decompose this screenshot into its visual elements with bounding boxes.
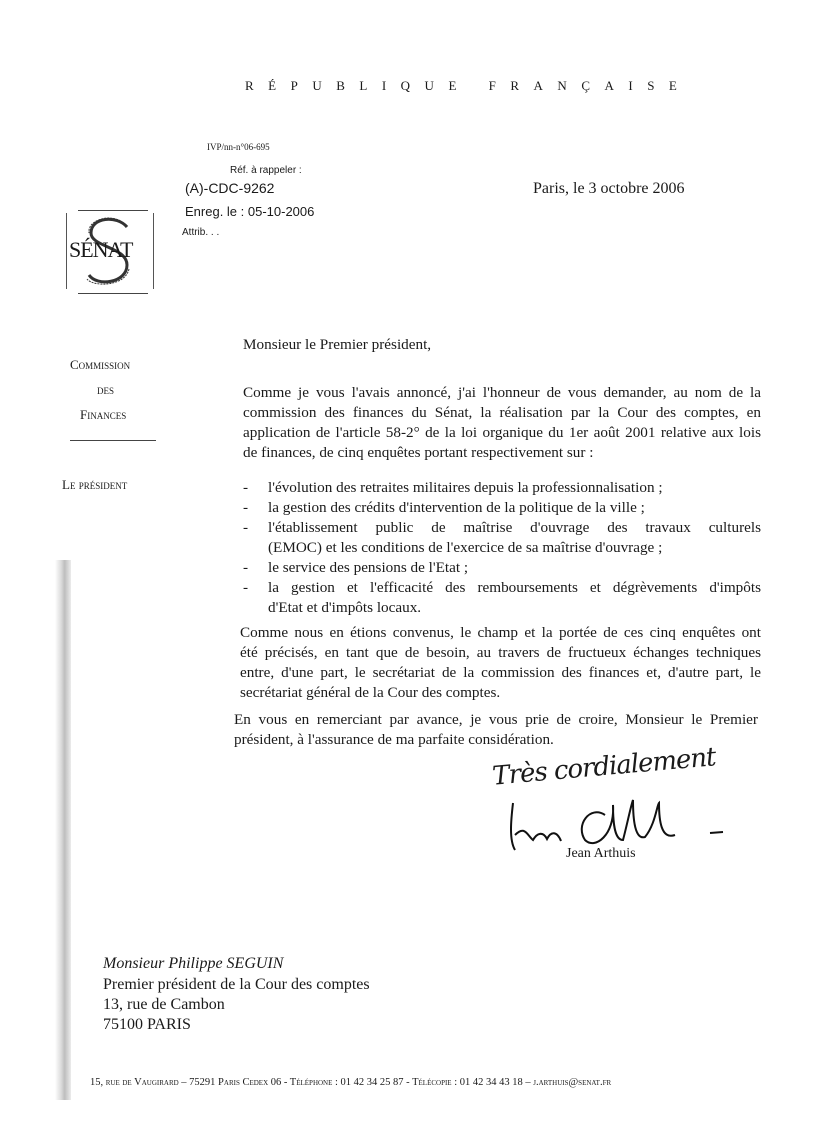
paragraph-1-line: application de l'article 58-2° de la loi organique du 1er août 2001 relative aux lois <box>243 424 761 441</box>
sidebar-commission: Commission <box>70 357 131 372</box>
bullet-dash: - <box>243 579 249 596</box>
bullet-dash: - <box>243 499 249 516</box>
footer-address: 15, rue de Vaugirard – 75291 Paris Cedex 06 - Téléphone : 01 42 34 25 87 - Télécopie : 01 42 34 43 18 – j.arthuis@senat.fr <box>90 1077 612 1088</box>
sidebar-finances: Finances <box>80 407 127 422</box>
paragraph-2-line: entre, d'une part, le secrétariat de la commission des finances et, d'autre part, le <box>240 664 761 681</box>
bullet-item: la gestion des crédits d'intervention de la politique de la ville ; <box>268 499 645 516</box>
registration-date: Enreg. le : 05-10-2006 <box>185 204 315 219</box>
recipient-city: 75100 PARIS <box>103 1016 191 1033</box>
paragraph-1-line: de finances, de cinq enquêtes portant respectivement sur : <box>243 444 594 461</box>
scan-edge-shadow <box>55 560 71 1100</box>
bullet-dash: - <box>243 559 249 576</box>
attribution: Attrib. . . <box>182 227 220 238</box>
paragraph-3-line: président, à l'assurance de ma parfaite considération. <box>234 731 554 748</box>
sidebar-des: des <box>97 382 115 397</box>
logo-divider <box>78 210 148 211</box>
logo-divider-bottom <box>78 293 148 294</box>
paragraph-1-line: Comme je vous l'avais annoncé, j'ai l'honneur de vous demander, au nom de la <box>243 384 761 401</box>
bullet-dash: - <box>243 519 249 536</box>
sidebar-divider <box>70 440 156 441</box>
salutation: Monsieur le Premier président, <box>243 336 432 353</box>
logo-text: SÉNAT <box>69 237 133 262</box>
bullet-item: l'évolution des retraites militaires depuis la professionnalisation ; <box>268 479 663 496</box>
internal-reference: IVP/nn-n°06-695 <box>207 142 270 152</box>
sidebar-president: Le président <box>62 477 128 492</box>
handwritten-closing: Très cordialement <box>491 742 717 792</box>
bullet-item-continued: d'Etat et d'impôts locaux. <box>268 599 422 616</box>
paragraph-2-line: été précisés, en tant que de besoin, au travers de fructueux échanges techniques <box>240 644 761 661</box>
paragraph-3-line: En vous en remerciant par avance, je vous prie de croire, Monsieur le Premier <box>234 711 758 728</box>
reference-label: Réf. à rappeler : <box>230 165 302 176</box>
letter-date: Paris, le 3 octobre 2006 <box>533 180 685 197</box>
bullet-item-continued: (EMOC) et les conditions de l'exercice de sa maîtrise d'ouvrage ; <box>268 539 663 556</box>
recipient-title: Premier président de la Cour des comptes <box>103 976 370 993</box>
letterhead-title: RÉPUBLIQUE FRANÇAISE <box>245 78 692 93</box>
bullet-item: la gestion et l'efficacité des remboursements et dégrèvements d'impôts <box>268 579 761 596</box>
signatory-name: Jean Arthuis <box>566 846 636 861</box>
paragraph-1-line: commission des finances du Sénat, la réalisation par la Cour des comptes, en <box>243 404 761 421</box>
bullet-dash: - <box>243 479 249 496</box>
senat-logo <box>66 213 154 289</box>
reference-value: (A)-CDC-9262 <box>185 180 275 196</box>
bullet-item: le service des pensions de l'Etat ; <box>268 559 469 576</box>
paragraph-2-line: Comme nous en étions convenus, le champ et la portée de ces cinq enquêtes ont <box>240 624 761 641</box>
recipient-street: 13, rue de Cambon <box>103 996 225 1013</box>
recipient-name: Monsieur Philippe SEGUIN <box>103 955 284 972</box>
bullet-item: l'établissement public de maîtrise d'ouvrage des travaux culturels <box>268 519 761 536</box>
paragraph-2-line: secrétariat général de la Cour des comptes. <box>240 684 501 701</box>
